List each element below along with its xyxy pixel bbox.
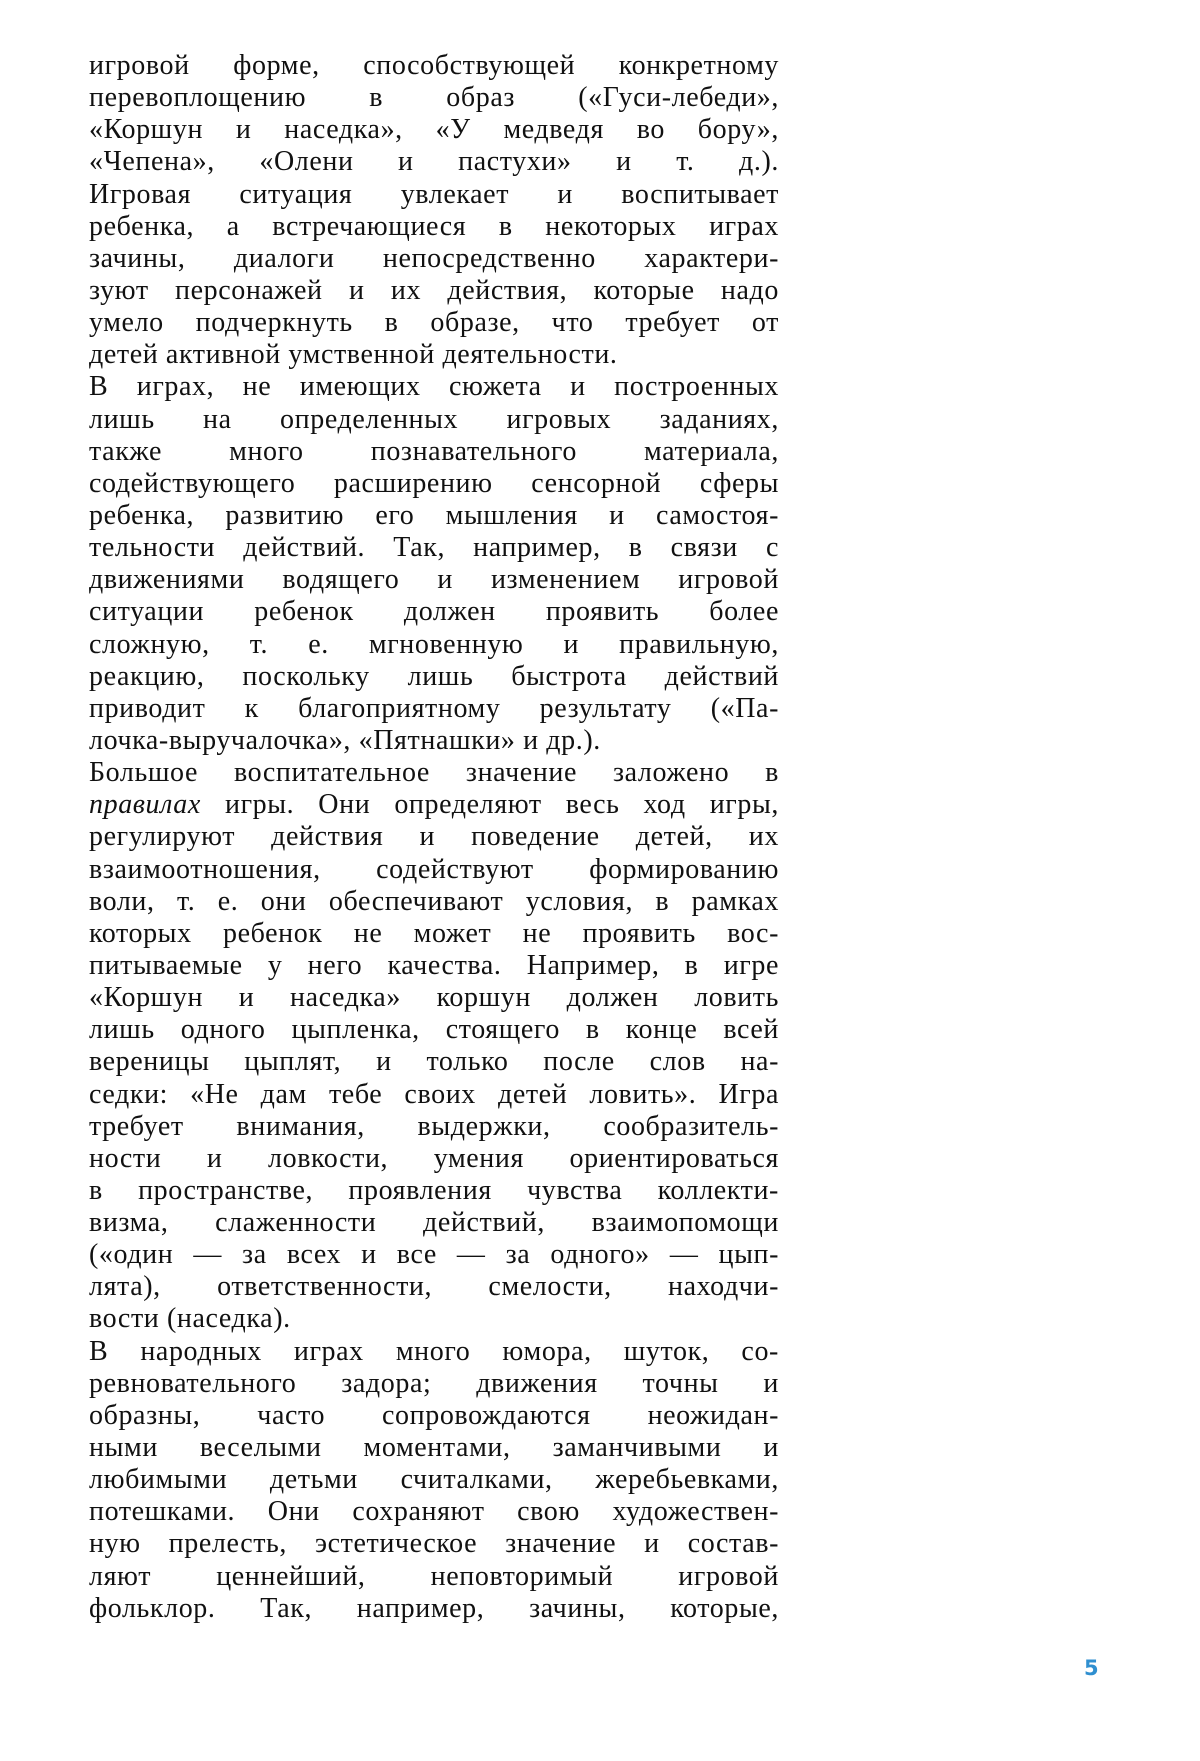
text-line-content: лишь на определенных игровых заданиях,: [89, 403, 779, 435]
text-line: [89, 1111, 779, 1143]
text-line: [89, 1014, 779, 1046]
text-line: [89, 468, 779, 500]
text-line: [89, 500, 779, 532]
text-line: [89, 725, 779, 757]
text-line: [89, 1593, 779, 1625]
text-line: [89, 1239, 779, 1271]
text-line: [89, 821, 779, 853]
text-line-content: воли, т. е. они обеспечивают условия, в рамках: [89, 885, 779, 917]
text-line-content: содействующего расширению сенсорной сферы: [89, 467, 779, 499]
text-line-content: визма, слаженности действий, взаимопомощи: [89, 1207, 779, 1239]
body-text: [89, 50, 779, 1625]
text-line-content: В народных играх много юмора, шуток, со-: [89, 1335, 779, 1367]
text-line: [89, 629, 779, 661]
text-line: [89, 1079, 779, 1111]
text-line: [89, 179, 779, 211]
text-line: [89, 1207, 779, 1239]
text-line: [89, 532, 779, 564]
text-line: [89, 371, 779, 403]
text-line: [89, 146, 779, 178]
text-line: [89, 1368, 779, 1400]
text-line-content: умело подчеркнуть в образе, что требует от: [89, 307, 779, 339]
text-line-content: которых ребенок не может не проявить вос-: [89, 917, 779, 949]
text-line-content: приводит к благоприятному результату («Па-: [89, 692, 779, 724]
text-line: [89, 114, 779, 146]
text-line-content: («один — за всех и все — за одного» — цып-: [89, 1239, 779, 1271]
text-line: [89, 1464, 779, 1496]
text-line-content: «Чепена», «Олени и пастухи» и т. д.).: [89, 146, 779, 178]
text-line-content: ревновательного задора; движения точны и: [89, 1367, 779, 1399]
text-line: [89, 1400, 779, 1432]
text-line-content: Большое воспитательное значение заложено в: [89, 757, 779, 789]
text-line-content: «Коршун и наседка», «У медведя во бору»,: [89, 114, 779, 146]
text-line: [89, 404, 779, 436]
text-line: [89, 854, 779, 886]
text-line-content: лочка-выручалочка», «Пятнашки» и др.).: [89, 724, 601, 756]
text-line-content: лишь одного цыпленка, стоящего в конце всей: [89, 1014, 779, 1046]
text-line-content: ребенка, а встречающиеся в некоторых играх: [89, 210, 779, 242]
text-line-content: тельности действий. Так, например, в связи с: [89, 532, 779, 564]
text-line-content: также много познавательного материала,: [89, 435, 779, 467]
text-line-content: реакцию, поскольку лишь быстрота действий: [89, 660, 779, 692]
text-line: [89, 1175, 779, 1207]
text-line: [89, 1046, 779, 1078]
text-line: [89, 693, 779, 725]
text-line-content: регулируют действия и поведение детей, их: [89, 821, 779, 853]
text-line: [89, 1303, 779, 1335]
text-line: [89, 1336, 779, 1368]
text-line-content: зуют персонажей и их действия, которые надо: [89, 274, 779, 306]
text-line: [89, 596, 779, 628]
text-line: [89, 1561, 779, 1593]
text-line: [89, 1432, 779, 1464]
text-line: [89, 50, 779, 82]
text-line: [89, 661, 779, 693]
text-line-content: ную прелесть, эстетическое значение и состав-: [89, 1528, 779, 1560]
text-line: [89, 1528, 779, 1560]
text-line: [89, 757, 779, 789]
text-line-content: ными веселыми моментами, заманчивыми и: [89, 1432, 779, 1464]
text-line: [89, 982, 779, 1014]
text-line-content: вости (наседка).: [89, 1303, 291, 1335]
text-line-content: любимыми детьми считалками, жеребьевками,: [89, 1464, 779, 1496]
text-line-content: питываемые у него качества. Например, в игре: [89, 949, 779, 981]
text-line-content: потешками. Они сохраняют свою художествен-: [89, 1496, 779, 1528]
text-line-content: в пространстве, проявления чувства коллекти-: [89, 1174, 779, 1206]
text-line: [89, 307, 779, 339]
text-line-content: ребенка, развитию его мышления и самостоя-: [89, 499, 779, 531]
text-line: [89, 211, 779, 243]
text-line: [89, 1271, 779, 1303]
text-line: [89, 1143, 779, 1175]
text-line: [89, 1496, 779, 1528]
text-line-content: фольклор. Так, например, зачины, которые,: [89, 1592, 779, 1624]
text-line-content: ляют ценнейший, неповторимый игровой: [89, 1560, 779, 1592]
page-number: 5: [1084, 1656, 1099, 1680]
text-line-content: зачины, диалоги непосредственно характери-: [89, 242, 779, 274]
text-line-content: лята), ответственности, смелости, находчи-: [89, 1271, 779, 1303]
text-line: [89, 82, 779, 114]
text-line-content: требует внимания, выдержки, сообразитель-: [89, 1110, 779, 1142]
text-line: [89, 436, 779, 468]
text-line-content: седки: «Не дам тебе своих детей ловить». Игра: [89, 1078, 779, 1110]
text-line-content: игровой форме, способствующей конкретному: [89, 50, 779, 81]
text-line-content: ности и ловкости, умения ориентироваться: [89, 1142, 779, 1174]
text-line: [89, 564, 779, 596]
text-line-content: «Коршун и наседка» коршун должен ловить: [89, 982, 779, 1014]
text-line-content: движениями водящего и изменением игровой: [89, 564, 779, 596]
text-line-content: взаимоотношения, содействуют формированию: [89, 853, 779, 885]
text-line-content: ситуации ребенок должен проявить более: [89, 596, 779, 628]
text-line-content: сложную, т. е. мгновенную и правильную,: [89, 628, 779, 660]
text-line-content: игры. Они определяют весь ход игры,: [224, 789, 779, 821]
text-line-content: детей активной умственной деятельности.: [89, 339, 618, 371]
text-line-content: перевоплощению в образ («Гуси-лебеди»,: [89, 82, 779, 114]
text-line-content: Игровая ситуация увлекает и воспитывает: [89, 178, 779, 210]
text-line-content: образны, часто сопровождаются неожидан-: [89, 1399, 779, 1431]
text-line-content: В играх, не имеющих сюжета и построенных: [89, 371, 779, 403]
text-line-content: вереницы цыплят, и только после слов на-: [89, 1046, 779, 1078]
text-line: [89, 275, 779, 307]
text-line: [89, 918, 779, 950]
text-line: [89, 339, 779, 371]
text-line: [89, 243, 779, 275]
text-line: [89, 886, 779, 918]
text-line: [89, 950, 779, 982]
text-line: [89, 789, 779, 821]
italic-word: правилах: [89, 789, 201, 821]
